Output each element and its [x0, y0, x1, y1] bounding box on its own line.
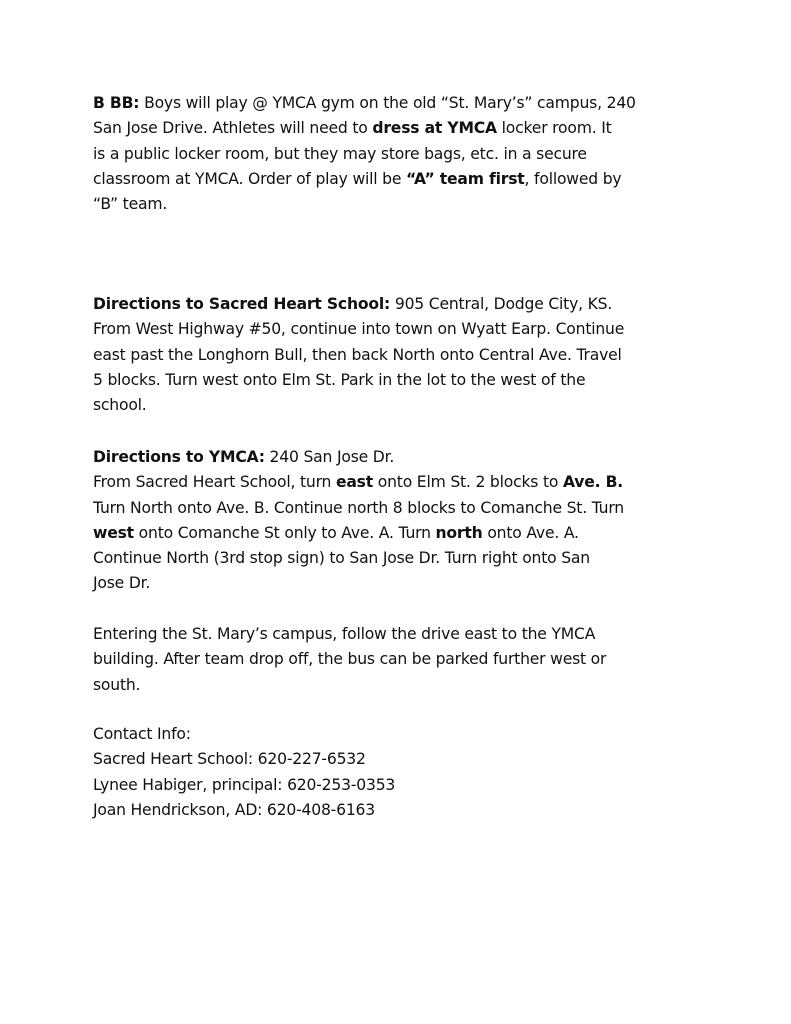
text-run: onto Ave. A.: [482, 523, 579, 542]
text-run: 5 blocks. Turn west onto Elm St. Park in the lot to the west of the: [93, 370, 586, 389]
text-line: [93, 546, 713, 571]
contact-info-paragraph: [93, 722, 713, 823]
text-line: [93, 167, 713, 192]
text-line: [93, 368, 713, 393]
text-line: [93, 91, 713, 116]
text-run: onto Elm St. 2 blocks to: [373, 473, 563, 492]
text-run: , followed by: [524, 169, 622, 188]
text-run: Turn North onto Ave. B. Continue north 8 blocks to Comanche St. Turn: [93, 498, 624, 517]
text-line: [93, 445, 713, 470]
bold-text-run: Directions to Sacred Heart School:: [93, 295, 391, 313]
text-run: classroom at YMCA. Order of play will be: [93, 169, 406, 188]
text-line: [93, 673, 713, 698]
text-run: Continue North (3rd stop sign) to San Jose Dr. Turn right onto San: [93, 549, 590, 568]
sacred-heart-directions-paragraph: [93, 292, 713, 418]
text-run: From Sacred Heart School, turn: [93, 473, 336, 492]
text-run: From West Highway #50, continue into town on Wyatt Earp. Continue: [93, 320, 625, 339]
text-run: east past the Longhorn Bull, then back North onto Central Ave. Travel: [93, 345, 622, 364]
text-line: [93, 622, 713, 647]
bold-text-run: B BB:: [93, 94, 140, 112]
text-run: school.: [93, 396, 147, 415]
text-run: Joan Hendrickson, AD: 620-408-6163: [93, 800, 375, 819]
text-run: locker room. It: [496, 119, 612, 138]
text-line: [93, 773, 713, 798]
text-run: is a public locker room, but they may store bags, etc. in a secure: [93, 144, 587, 163]
text-run: 905 Central, Dodge City, KS.: [390, 295, 613, 313]
text-run: “B” team.: [93, 195, 168, 214]
text-line: [93, 722, 713, 747]
bold-text-run: west: [93, 523, 134, 542]
text-line: [93, 496, 713, 521]
bold-text-run: north: [435, 523, 483, 542]
text-run: Contact Info:: [93, 725, 191, 743]
ymca-directions-paragraph: [93, 445, 713, 597]
text-line: [93, 317, 713, 342]
text-run: Sacred Heart School: 620-227-6532: [93, 750, 366, 769]
text-line: [93, 116, 713, 141]
text-line: [93, 393, 713, 418]
text-run: 240 San Jose Dr.: [264, 448, 395, 466]
text-run: Lynee Habiger, principal: 620-253-0353: [93, 775, 396, 794]
text-line: [93, 292, 713, 317]
text-line: [93, 470, 713, 495]
text-run: south.: [93, 675, 141, 694]
text-run: onto Comanche St only to Ave. A. Turn: [133, 523, 436, 542]
text-line: [93, 571, 713, 596]
text-line: [93, 343, 713, 368]
text-line: [93, 747, 713, 772]
text-line: [93, 521, 713, 546]
bold-text-run: east: [335, 473, 373, 492]
text-run: Jose Dr.: [93, 574, 151, 593]
text-run: Entering the St. Mary’s campus, follow the drive east to the YMCA: [93, 625, 596, 643]
text-run: Boys will play @ YMCA gym on the old “St. Mary’s” campus, 240: [139, 94, 636, 112]
bbb-paragraph: [93, 91, 713, 217]
text-run: building. After team drop off, the bus can be parked further west or: [93, 650, 607, 669]
bold-text-run: dress at YMCA: [372, 119, 497, 138]
text-line: [93, 647, 713, 672]
text-line: [93, 142, 713, 167]
bold-text-run: Directions to YMCA:: [93, 448, 265, 466]
text-line: [93, 798, 713, 823]
bold-text-run: “A” team first: [406, 169, 525, 188]
entering-campus-paragraph: [93, 622, 713, 698]
bold-text-run: Ave. B.: [563, 473, 624, 492]
text-run: San Jose Drive. Athletes will need to: [93, 119, 373, 138]
text-line: [93, 192, 713, 217]
